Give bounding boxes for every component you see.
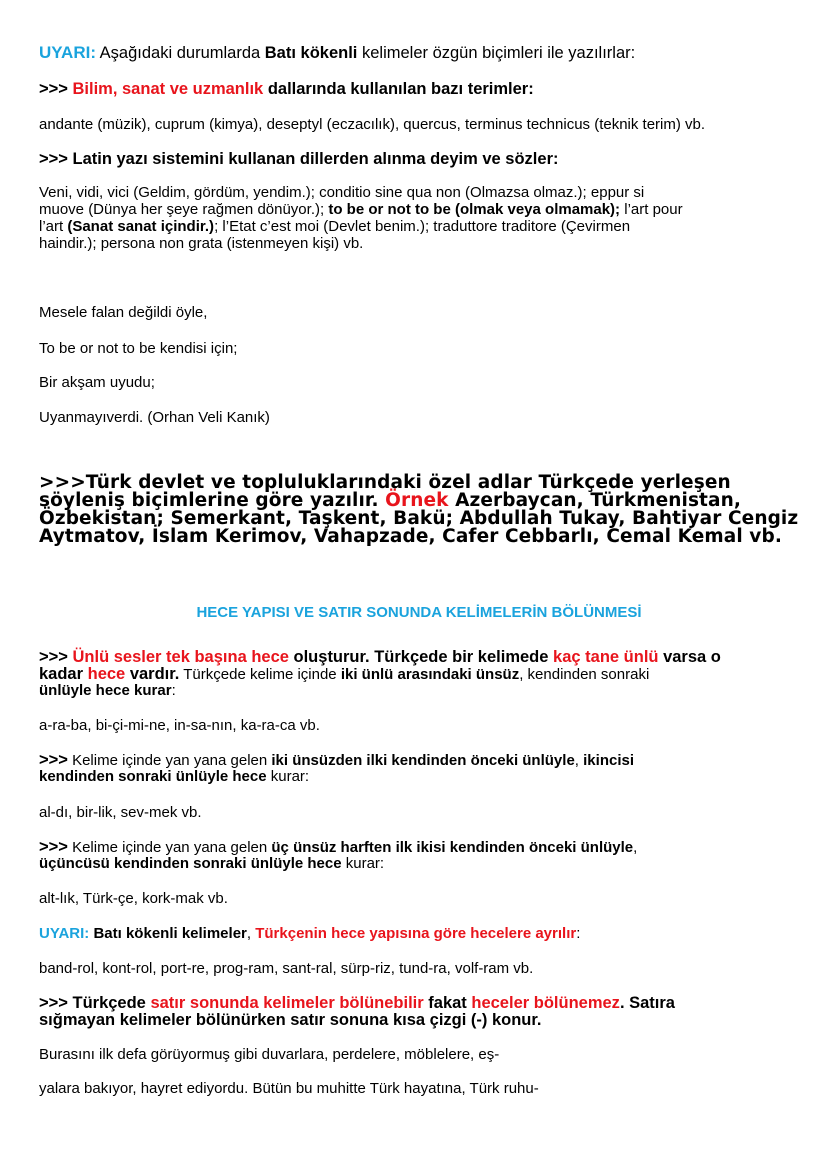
warning-label: UYARI: [39, 43, 96, 62]
western-words-examples: band-rol, kont-rol, port-re, prog-ram, sant-ral, sürp-riz, tund-ra, volf-ram vb. [39, 960, 534, 977]
section-title: HECE YAPISI VE SATIR SONUNDA KELİMELERİN BÖLÜNMESİ [196, 604, 642, 621]
rule-latin-phrases: >>> Latin yazı sistemini kullanan dillerden alınma deyim ve sözler: [39, 150, 559, 168]
warning-western-words: UYARI: Batı kökenli kelimeler, Türkçenin hece yapısına göre hecelere ayrılır: [39, 925, 581, 942]
warning-paragraph: UYARI: Aşağıdaki durumlarda Batı kökenli kelimeler özgün biçimleri ile yazılırlar: [39, 43, 636, 62]
two-consonants-examples: al-dı, bir-lik, sev-mek vb. [39, 804, 202, 821]
vowel-syllable-examples: a-ra-ba, bi-çi-mi-ne, in-sa-nın, ka-ra-ca vb. [39, 717, 320, 734]
rule-science-examples: andante (müzik), cuprum (kimya), deseptyl (eczacılık), quercus, terminus technicus (teknik terim) vb. [39, 116, 706, 133]
rule-science-terms: >>> Bilim, sanat ve uzmanlık dallarında kullanılan bazı terimler: [39, 80, 534, 98]
three-consonants-examples: alt-lık, Türk-çe, kork-mak vb. [39, 890, 228, 907]
